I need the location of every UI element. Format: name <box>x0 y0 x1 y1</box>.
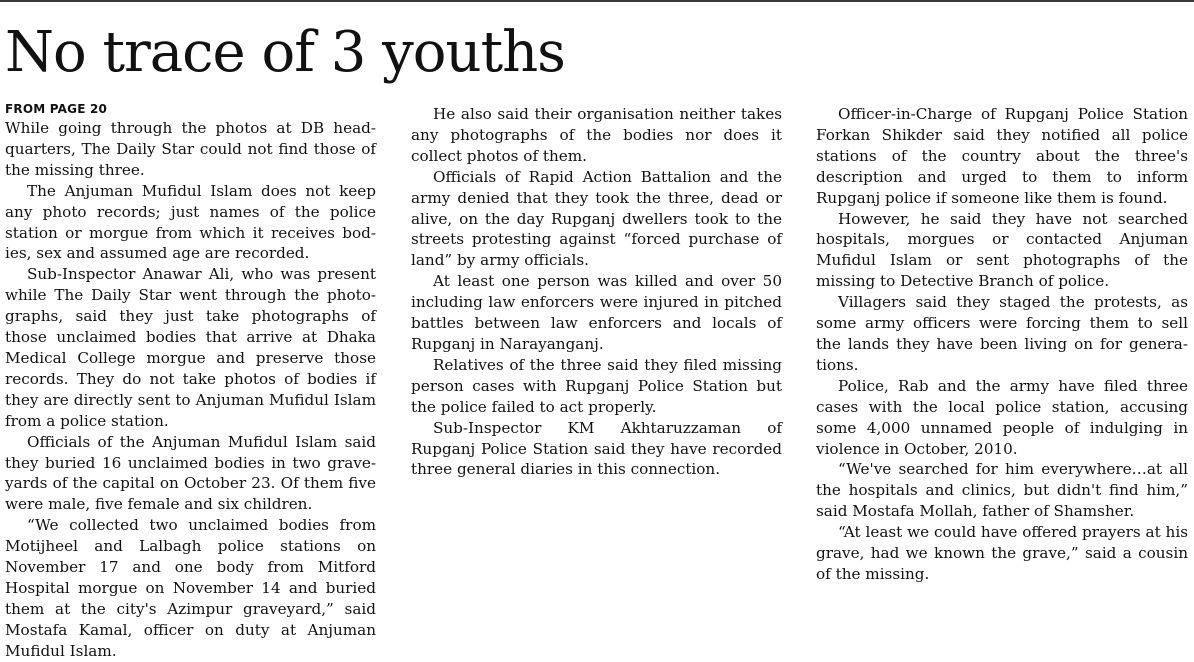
continued-from-label: FROM PAGE 20 <box>5 102 108 116</box>
paragraph-7: Officials of Rapid Action Battalion and the army denied that they took the three, dead or alive, on the day Rupganj dwellers took to the streets protesting against “forced purchase of land” by army officials. <box>411 167 782 270</box>
paragraph-6: He also said their organisation neither takes any photographs of the bodies nor does it collect photos of them. <box>411 105 782 165</box>
article-column-2 <box>411 104 782 480</box>
paragraph-4: Officials of the Anjuman Mufidul Islam said they buried 16 unclaimed bodies in two graveyards of the capital on October 23. Of them five were male, five female and six children. <box>5 432 376 514</box>
paragraph-1: While going through the photos at DB headquarters, The Daily Star could not find those of the missing three. <box>5 119 376 179</box>
paragraph-13: Villagers said they staged the protests, as some army officers were forcing them to sell the lands they have been living on for generations. <box>816 293 1188 374</box>
paragraph-9: Relatives of the three said they filed missing person cases with Rupganj Police Station but the police failed to act properly. <box>411 355 782 416</box>
paragraph-8: At least one person was killed and over 50 including law enforcers were injured in pitched battles between law enforcers and locals of Rupganj in Narayanganj. <box>411 272 782 353</box>
paragraph-16: “At least we could have offered prayers at his grave, had we known the grave,” said a cousin of the missing. <box>816 523 1188 583</box>
top-rule <box>0 0 1194 2</box>
paragraph-5: “We collected two unclaimed bodies from Motijheel and Lalbagh police stations on November 17 and one body from Mitford Hospital morgue on November 14 and buried them at the city's Azimpur graveyard,” said Mostafa Kamal, officer on duty at Anjuman Mufidul Islam. <box>5 516 376 660</box>
headline: No trace of 3 youths <box>5 20 565 85</box>
paragraph-11: Officer-in-Charge of Rupganj Police Station Forkan Shikder said they notified all police stations of the country about the three's description and urged to them to inform Rupganj police if someone like them is found. <box>816 105 1188 207</box>
article-column-3 <box>816 104 1188 585</box>
paragraph-3: Sub-Inspector Anawar Ali, who was present while The Daily Star went through the photographs, said they just take photographs of those unclaimed bodies that arrive at Dhaka Medical College morgue and preserve those records. They do not take photos of bodies if they are directly sent to Anjuman Mufidul Islam from a police station. <box>5 265 376 430</box>
paragraph-2: The Anjuman Mufidul Islam does not keep any photo records; just names of the police station or morgue from which it receives bodies, sex and assumed age are recorded. <box>5 181 376 263</box>
article-column-1 <box>5 100 376 662</box>
paragraph-10: Sub-Inspector KM Akhtaruzzaman of Rupganj Police Station said they have recorded three general diaries in this connection. <box>411 418 782 479</box>
paragraph-15: “We've searched for him everywhere…at all the hospitals and clinics, but didn't find him,” said Mostafa Mollah, father of Shamsher. <box>816 460 1188 521</box>
paragraph-12: However, he said they have not searched hospitals, morgues or contacted Anjuman Mufidul Islam or sent photographs of the missing to Detective Branch of police. <box>816 209 1188 291</box>
paragraph-14: Police, Rab and the army have filed three cases with the local police station, accusing some 4,000 unnamed people of indulging in violence in October, 2010. <box>816 376 1188 458</box>
